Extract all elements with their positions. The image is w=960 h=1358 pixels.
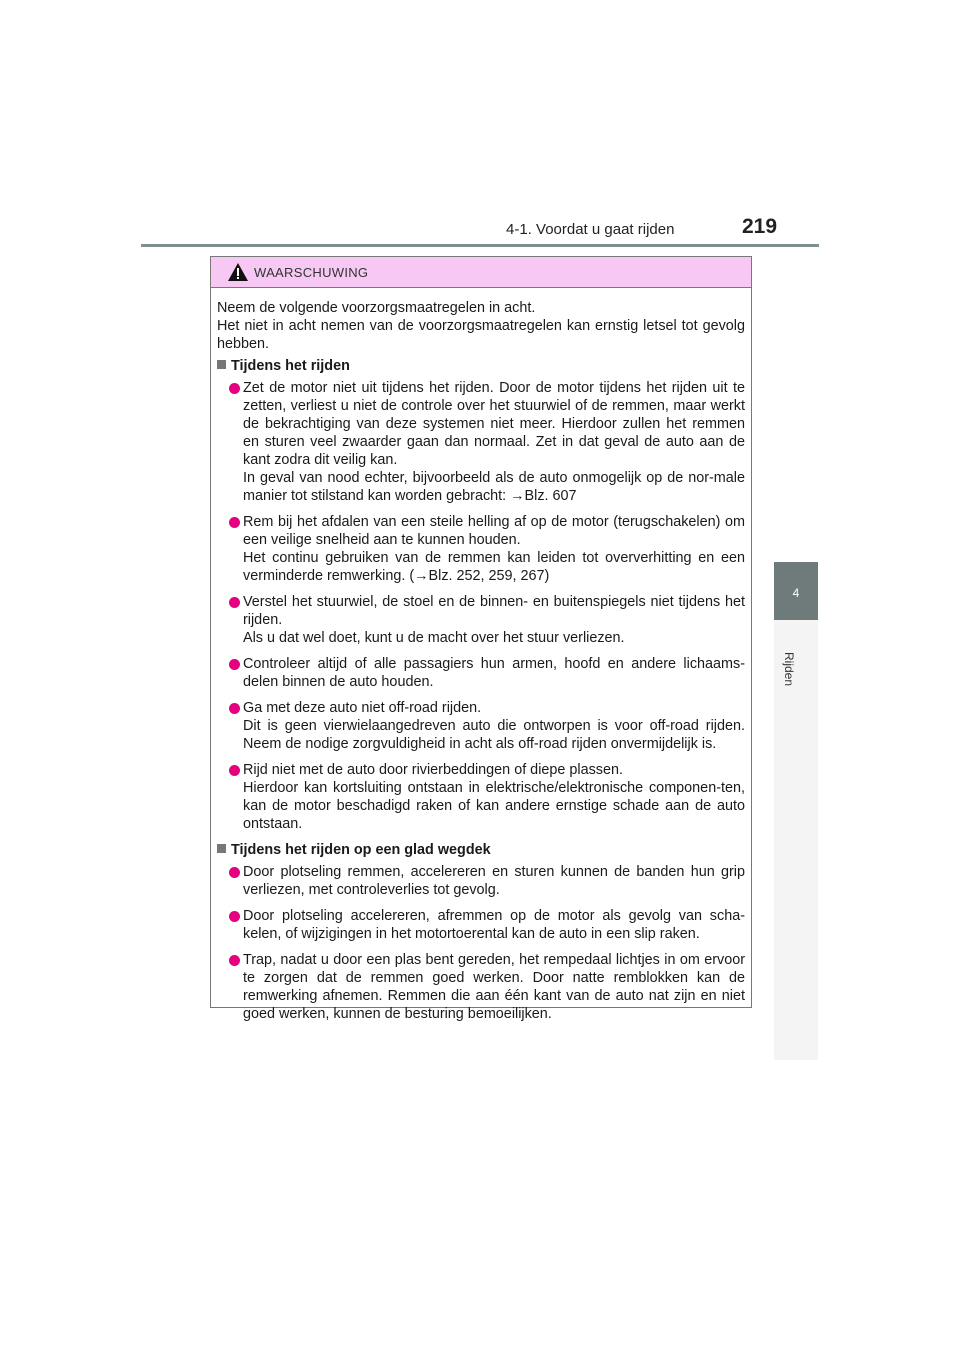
bullet-icon [229, 597, 240, 608]
chapter-tab [774, 562, 818, 620]
chapter-label: Rijden [782, 652, 796, 687]
bullet-icon [229, 867, 240, 878]
side-rule [774, 620, 818, 1060]
warning-triangle-icon [228, 263, 248, 281]
list-item: Zet de motor niet uit tijdens het rijden. Door de motor tijdens het rijden uit te zetten, verliest u niet de controle over het stuurwiel of de remmen, maar werkt de bekrachtiging van deze systemen niet meer. Hierdoor zullen het remmen en sturen veel zwaarder gaan dan normaal. Zet in dat geval de auto aan de kant zodra dit veilig kan. In geval van nood echter, bijvoorbeeld als de auto onmogelijk op de nor-male manier tot stilstand kan worden gebracht: →Blz. 607 [217, 379, 745, 505]
list-item: Door plotseling remmen, accelereren en sturen kunnen de banden hun grip verliezen, met controleverlies tot gevolg. [217, 863, 745, 899]
list-item: Trap, nadat u door een plas bent gereden, het rempedaal lichtjes in om ervoor te zorgen dat de remmen goed werken. Door natte remblokken kan de remwerking afnemen. Remmen die aan één kant van de auto nat zijn en niet goed werken, kunnen de besturing bemoeilijken. [217, 951, 745, 1023]
list-item: Rem bij het afdalen van een steile helling af op de motor (terugschakelen) om een veilige snelheid aan te kunnen houden. Het continu gebruiken van de remmen kan leiden tot oververhitting en een verminderde remwerking. (→Blz. 252, 259, 267) [217, 513, 745, 585]
square-bullet-icon [217, 360, 226, 369]
bullet-icon [229, 383, 240, 394]
section-title: 4-1. Voordat u gaat rijden [506, 221, 675, 238]
bullet-icon [229, 517, 240, 528]
bullet-icon [229, 765, 240, 776]
warning-box [210, 256, 752, 1022]
square-bullet-icon [217, 844, 226, 853]
page-number: 219 [742, 215, 778, 238]
list-item: Controleer altijd of alle passagiers hun armen, hoofd en andere lichaams-delen binnen de auto houden. [217, 655, 745, 691]
warning-header [211, 257, 751, 288]
warning-title: WAARSCHUWING [254, 265, 369, 280]
header-rule [141, 244, 819, 247]
bullet-icon [229, 955, 240, 966]
section-heading: Tijdens het rijden op een glad wegdek [217, 841, 745, 859]
list-item: Ga met deze auto niet off-road rijden. Dit is geen vierwielaangedreven auto die ontworpen is voor off-road rijden. Neem de nodige zorgvuldigheid in acht als off-road rijden onvermijdelijk is. [217, 699, 745, 753]
list-item: Rijd niet met de auto door rivierbeddingen of diepe plassen. Hierdoor kan kortsluiting ontstaan in elektrische/elektronische componen-ten, kan de motor beschadigd raken of kan andere ernstige schade aan de auto ontstaan. [217, 761, 745, 833]
list-item: Door plotseling accelereren, afremmen op de motor als gevolg van scha-kelen, of wijzigingen in het motortoerental kan de auto in een slip raken. [217, 907, 745, 943]
list-item: Verstel het stuurwiel, de stoel en de binnen- en buitenspiegels niet tijdens het rijden. Als u dat wel doet, kunt u de macht over het stuur verliezen. [217, 593, 745, 647]
warning-intro: Neem de volgende voorzorgsmaatregelen in acht. Het niet in acht nemen van de voorzorgsmaatregelen kan ernstig letsel tot gevolg hebben. [217, 300, 745, 352]
section-heading: Tijdens het rijden [217, 357, 745, 375]
bullet-icon [229, 659, 240, 670]
bullet-icon [229, 703, 240, 714]
chapter-number: 4 [792, 586, 800, 600]
bullet-icon [229, 911, 240, 922]
warning-body [211, 288, 751, 1023]
